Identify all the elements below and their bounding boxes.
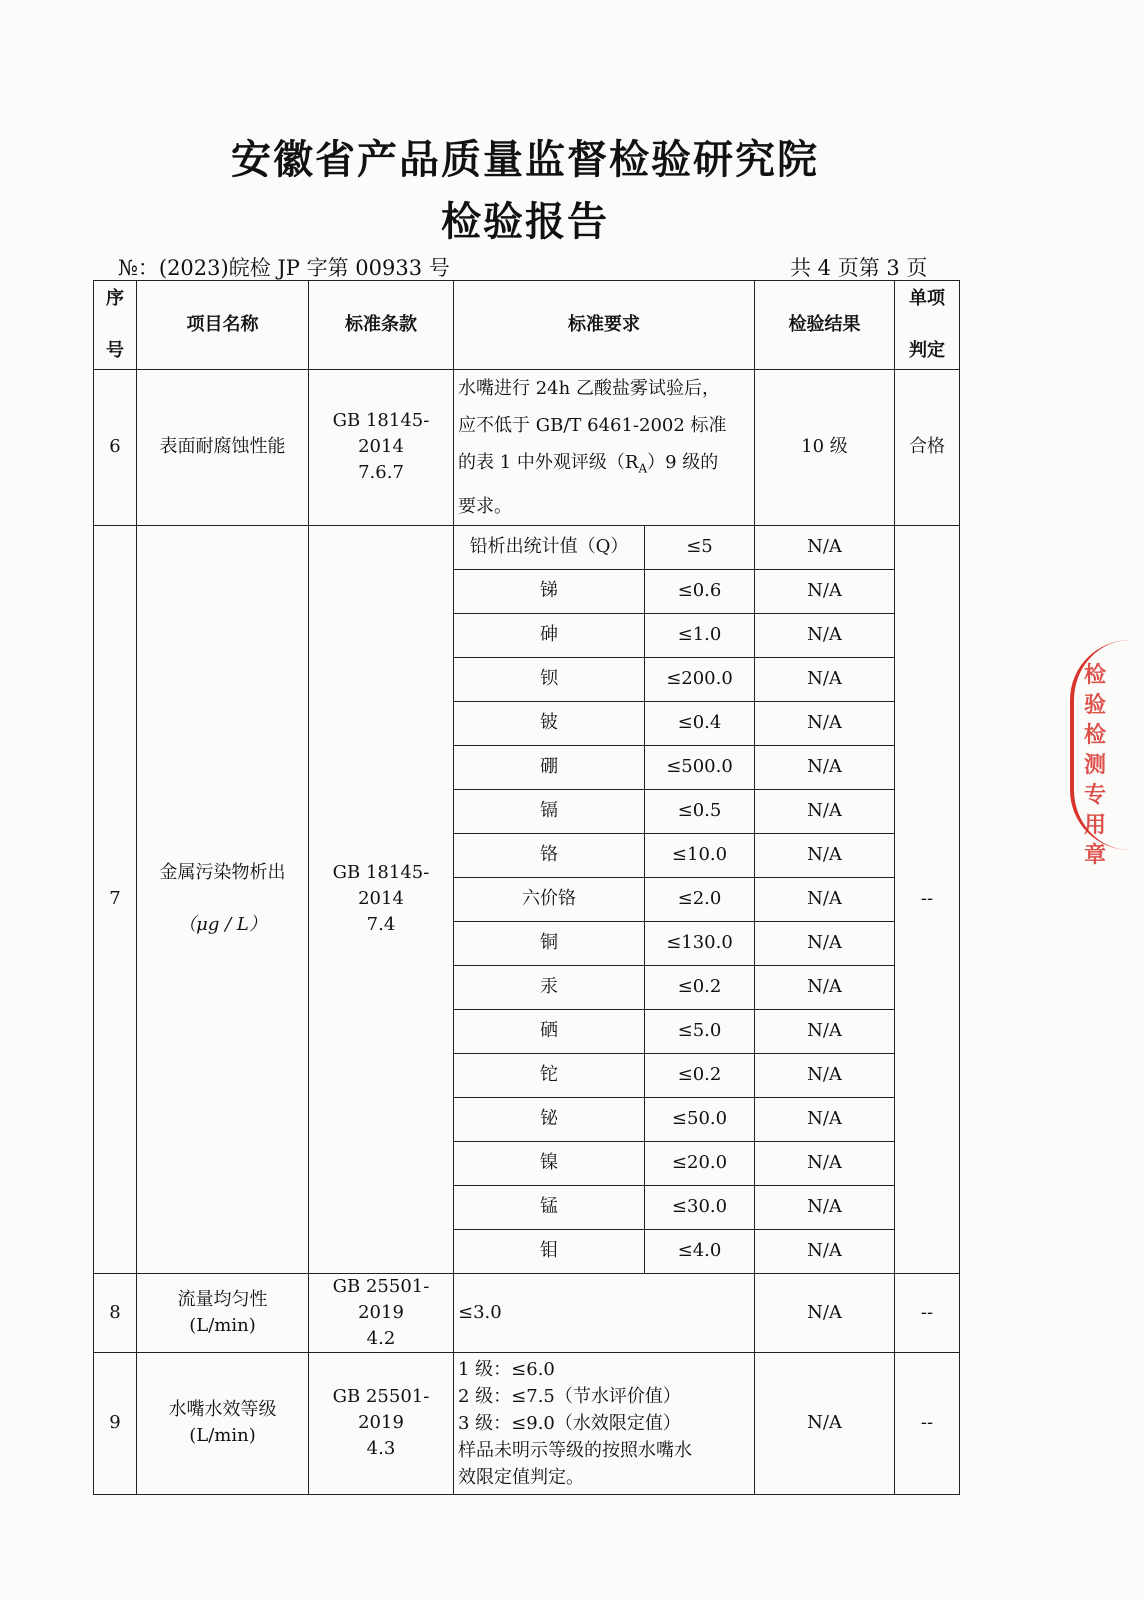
substance-result: N/A — [755, 921, 895, 965]
row7-judgement: -- — [895, 525, 960, 1273]
page-info: 共 4 页第 3 页 — [790, 256, 928, 280]
substance-name: 铅析出统计值（Q） — [454, 525, 645, 569]
substance-limit: ≤30.0 — [645, 1185, 755, 1229]
row8-judgement: -- — [895, 1273, 960, 1352]
seal-text: 检验检测专用章 — [1084, 662, 1107, 868]
row7-item: 金属污染物析出 （μg / L） — [137, 525, 309, 1273]
row6-clause: GB 18145-2014 7.6.7 — [309, 370, 454, 526]
row6-judgement: 合格 — [895, 370, 960, 526]
substance-name: 铋 — [454, 1097, 645, 1141]
substance-limit: ≤130.0 — [645, 921, 755, 965]
substance-result: N/A — [755, 657, 895, 701]
substance-limit: ≤2.0 — [645, 877, 755, 921]
substance-result: N/A — [755, 789, 895, 833]
substance-result: N/A — [755, 1185, 895, 1229]
row7-no: 7 — [94, 525, 137, 1273]
substance-result: N/A — [755, 525, 895, 569]
row9-clause: GB 25501-2019 4.3 — [309, 1352, 454, 1494]
substance-name: 铊 — [454, 1053, 645, 1097]
substance-name: 硒 — [454, 1009, 645, 1053]
substance-limit: ≤5.0 — [645, 1009, 755, 1053]
substance-result: N/A — [755, 1229, 895, 1273]
row6-no: 6 — [94, 370, 137, 526]
header-clause: 标准条款 — [309, 281, 454, 370]
substance-result: N/A — [755, 1009, 895, 1053]
substance-limit: ≤10.0 — [645, 833, 755, 877]
table-row-7-sub — [94, 525, 960, 569]
substance-name: 镍 — [454, 1141, 645, 1185]
substance-name: 砷 — [454, 613, 645, 657]
row8-clause: GB 25501-2019 4.2 — [309, 1273, 454, 1352]
substance-result: N/A — [755, 745, 895, 789]
inspection-table — [93, 280, 960, 1495]
row9-judgement: -- — [895, 1352, 960, 1494]
row8-requirement: ≤3.0 — [454, 1273, 755, 1352]
row7-clause: GB 18145-2014 7.4 — [309, 525, 454, 1273]
row8-result: N/A — [755, 1273, 895, 1352]
substance-limit: ≤0.2 — [645, 1053, 755, 1097]
substance-name: 汞 — [454, 965, 645, 1009]
substance-name: 铬 — [454, 833, 645, 877]
substance-result: N/A — [755, 1053, 895, 1097]
substance-limit: ≤0.6 — [645, 569, 755, 613]
header-judgement: 单项 判定 — [895, 281, 960, 370]
substance-result: N/A — [755, 613, 895, 657]
substance-result: N/A — [755, 701, 895, 745]
header-row — [94, 281, 960, 370]
substance-limit: ≤0.2 — [645, 965, 755, 1009]
report-number: №：(2023)皖检 JP 字第 00933 号 — [118, 256, 450, 280]
substance-result: N/A — [755, 569, 895, 613]
row8-no: 8 — [94, 1273, 137, 1352]
header-result: 检验结果 — [755, 281, 895, 370]
substance-name: 锰 — [454, 1185, 645, 1229]
header-no: 序 号 — [94, 281, 137, 370]
substance-limit: ≤1.0 — [645, 613, 755, 657]
substance-limit: ≤0.4 — [645, 701, 755, 745]
substance-name: 锑 — [454, 569, 645, 613]
substance-name: 硼 — [454, 745, 645, 789]
table-row-8 — [94, 1273, 960, 1352]
substance-result: N/A — [755, 965, 895, 1009]
row9-item: 水嘴水效等级 (L/min) — [137, 1352, 309, 1494]
report-title: 检验报告 — [441, 199, 609, 245]
substance-result: N/A — [755, 833, 895, 877]
substance-name: 钼 — [454, 1229, 645, 1273]
substance-limit: ≤500.0 — [645, 745, 755, 789]
row9-no: 9 — [94, 1352, 137, 1494]
substance-limit: ≤5 — [645, 525, 755, 569]
table-row-9 — [94, 1352, 960, 1494]
substance-name: 铜 — [454, 921, 645, 965]
substance-name: 铍 — [454, 701, 645, 745]
row6-requirement: 水嘴进行 24h 乙酸盐雾试验后， 应不低于 GB/T 6461-2002 标准 的表 1 中外观评级$(R_A)9$ 级的 要求。 — [454, 370, 755, 526]
row9-result: N/A — [755, 1352, 895, 1494]
header-requirement: 标准要求 — [454, 281, 755, 370]
substance-name: 镉 — [454, 789, 645, 833]
header-item: 项目名称 — [137, 281, 309, 370]
row6-result: 10 级 — [755, 370, 895, 526]
row6-item: 表面耐腐蚀性能 — [137, 370, 309, 526]
substance-name: 钡 — [454, 657, 645, 701]
substance-limit: ≤50.0 — [645, 1097, 755, 1141]
substance-name: 六价铬 — [454, 877, 645, 921]
table-row-6 — [94, 370, 960, 526]
substance-limit: ≤20.0 — [645, 1141, 755, 1185]
row9-requirement: 1 级：≤6.0 2 级：≤7.5（节水评价值） 3 级：≤9.0（水效限定值） 样品未明示等级的按照水嘴水 效限定值判定。 — [454, 1352, 755, 1494]
substance-result: N/A — [755, 877, 895, 921]
official-seal — [1070, 640, 1140, 868]
row8-item: 流量均匀性 (L/min) — [137, 1273, 309, 1352]
substance-limit: ≤200.0 — [645, 657, 755, 701]
substance-result: N/A — [755, 1097, 895, 1141]
institute-title: 安徽省产品质量监督检验研究院 — [231, 137, 819, 183]
substance-limit: ≤0.5 — [645, 789, 755, 833]
substance-result: N/A — [755, 1141, 895, 1185]
substance-limit: ≤4.0 — [645, 1229, 755, 1273]
